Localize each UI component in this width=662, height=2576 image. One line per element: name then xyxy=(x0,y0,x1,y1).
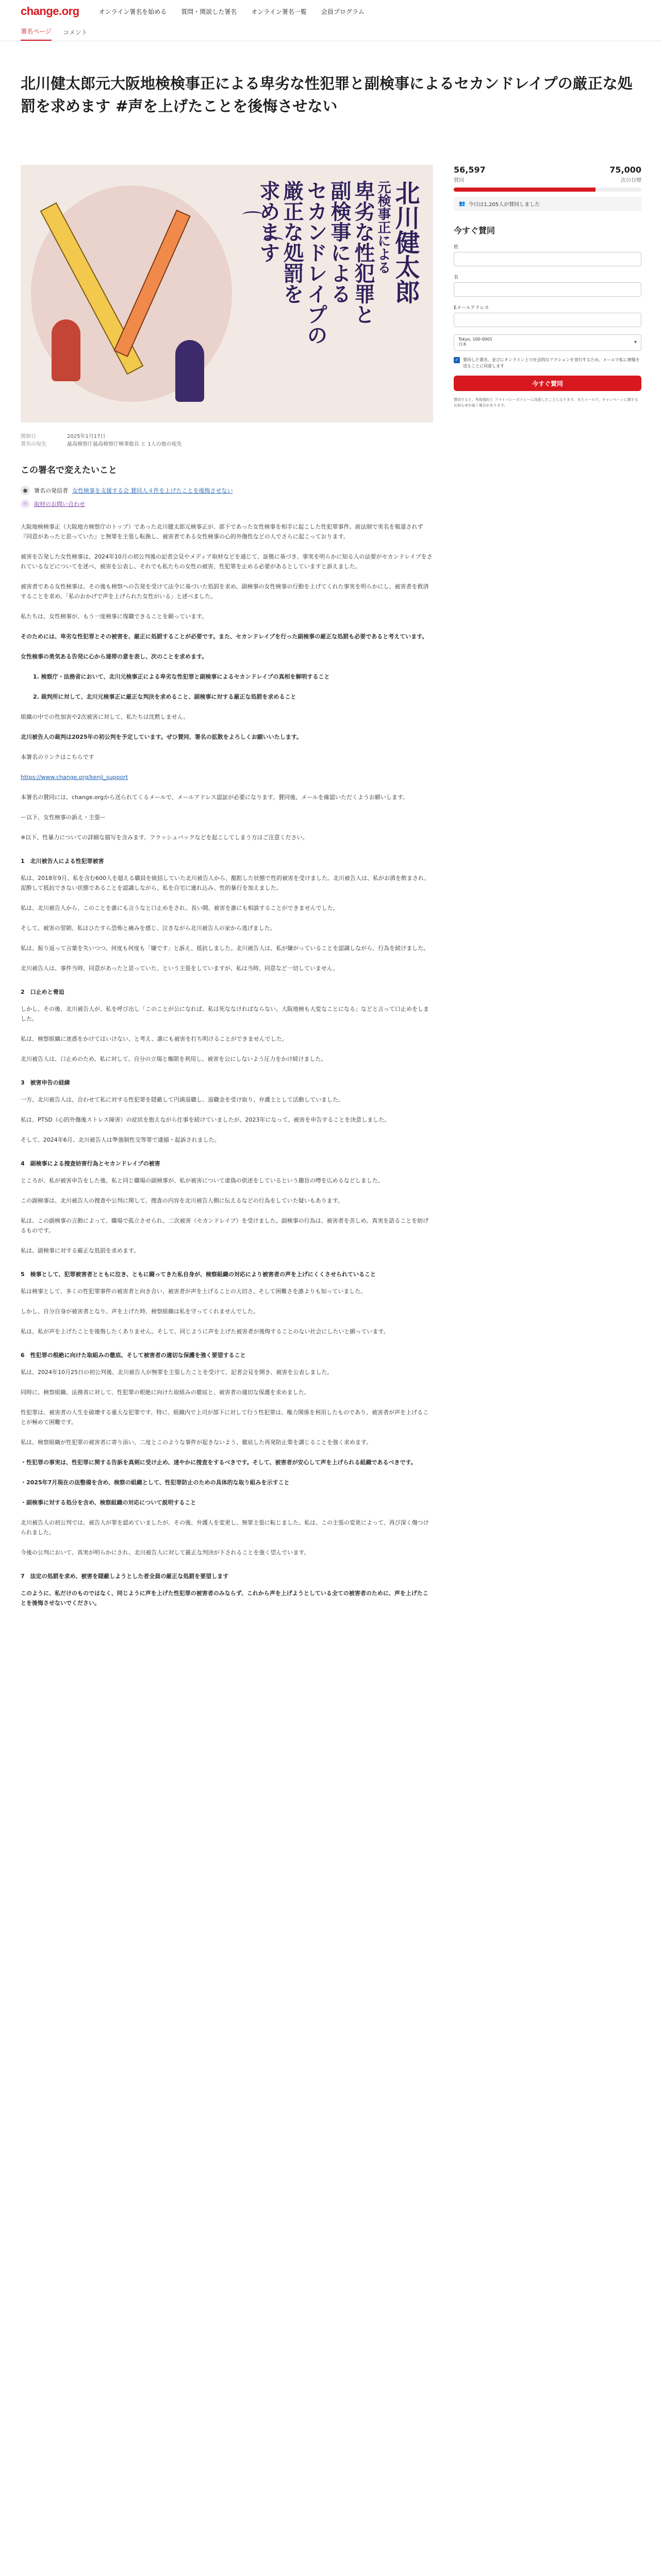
hero-text-line: 卑劣な性犯罪と xyxy=(351,180,375,325)
starter-row xyxy=(21,486,433,495)
petition-meta xyxy=(21,432,433,447)
last-name-label: 名 xyxy=(454,275,459,280)
person-illustration xyxy=(175,340,204,402)
progress-fill xyxy=(454,188,595,192)
top-nav xyxy=(0,0,662,23)
recipient-value[interactable]: 最高検察庁最高検察庁検事総長 と 1人の他の宛先 xyxy=(67,442,182,447)
body-paragraph: 2. 裁判所に対して、北川元検事正に厳正な判決を求めること、副検事に対する厳正な処罰を求めること xyxy=(33,693,296,700)
hero-text-line: セカンドレイプの xyxy=(304,180,328,345)
chevron-down-icon: ▾ xyxy=(634,340,637,345)
body-paragraph: ※以下、性暴力についての詳細な描写を含みます。フラッシュバックなどを起こしてしまう方はご注意ください。 xyxy=(21,834,308,841)
signature-count: 56,597 xyxy=(454,165,486,175)
hero-vertical-text xyxy=(258,180,418,407)
location-select[interactable] xyxy=(454,334,641,351)
recent-signers-text: 今日は1,205人が賛同しました xyxy=(468,202,540,208)
body-paragraph: 私は、この副検事の言動によって、職場で孤立させられ、二次被害（セカンドレイプ）を受けました。副検事の行為は、被害者を苦しめ、真実を語ることを妨げるものです。 xyxy=(21,1217,429,1234)
body-paragraph: しかし、自分自身が被害者となり、声を上げた時、検察組織は私を守ってくれませんでした。 xyxy=(21,1308,259,1315)
body-paragraph: この副検事は、北川被告人の捜査や公判に関して、捜査の内容を北川被告人側に伝えるなどの行為をしていた疑いもあります。 xyxy=(21,1197,343,1204)
body-paragraph: 同時に、検察組織、法務省に対して、性犯罪の根絶に向けた取組みの徹底と、被害者の適切な保護を求めました。 xyxy=(21,1389,310,1396)
petition-content xyxy=(21,165,433,1618)
last-name-field[interactable] xyxy=(454,282,641,297)
body-paragraph: ところが、私が被害申告をした後、私と同じ職場の副検事が、私が被害について虚偽の供述をしているという趣旨の噂を広めるなどしました。 xyxy=(21,1177,384,1184)
email-field[interactable] xyxy=(454,313,641,327)
body-paragraph: ・副検事に対する処分を含め、検察組織の対応について説明すること xyxy=(21,1499,196,1506)
consent-row xyxy=(454,357,641,369)
body-paragraph: 今後の公判において、真実が明らかにされ、北川被告人に対して厳正な判決が下されることを強く望んでいます。 xyxy=(21,1549,310,1556)
body-paragraph: 私は、検察組織に迷惑をかけてはいけない、と考え、誰にも被害を打ち明けることができませんでした。 xyxy=(21,1036,288,1042)
people-icon: 👥 xyxy=(459,201,466,207)
started-label: 開始日 xyxy=(21,434,36,439)
location-line1: Tokyo, 100-0001 xyxy=(458,337,492,342)
body-paragraph: 本署名の賛同には、change.orgから送られてくるメールで、メールアドレス認証が必要になります。賛同後、メールを確認いただくようお願いします。 xyxy=(21,794,409,801)
body-paragraph: 私は、振り返って言葉を失いつつ、何度も何度も「嫌です」と訴え、抵抗しました。北川被告人は、私が嫌がっていることを認識しながら、行為を続けました。 xyxy=(21,945,429,952)
started-date: 2025年1月17日 xyxy=(67,434,106,439)
first-name-field[interactable] xyxy=(454,252,641,266)
hero-text-line: 求めます xyxy=(256,180,280,263)
signature-goal: 75,000 xyxy=(609,165,641,175)
body-paragraph: 組織の中での性加害や2次被害に対して、私たちは沈黙しません。 xyxy=(21,714,189,720)
body-paragraph: 私は、北川被告人から、このことを誰にも言うなと口止めをされ、長い間、被害を誰にも相談することができませんでした。 xyxy=(21,905,339,911)
nav-my-petitions[interactable]: 質問・関説した署名 xyxy=(181,8,237,15)
body-paragraph: 女性検事の勇気ある告発に心から連帯の意を表し、次のことを求めます。 xyxy=(21,653,208,660)
body-link-paragraph xyxy=(21,772,433,782)
info-icon: ☉ xyxy=(21,499,30,509)
first-name-label: 姓 xyxy=(454,245,459,250)
hero-text-line: 厳正な処罰を xyxy=(280,180,304,304)
recent-signers xyxy=(454,197,641,211)
sign-button[interactable]: 今すぐ賛同 xyxy=(454,376,641,391)
signature-progress-bar xyxy=(454,188,641,192)
hero-text-line: 元検事正による xyxy=(375,180,391,274)
body-paragraph: 被害者である女性検事は、その後も検察への告発を受けて法令に基づいた処罰を求め、副検事の女性検事の行動を上げてくれた事実を明らかにし、被害者を救済することを求め、「私のおかげで声を上げられた女性がいる」と述べました。 xyxy=(21,583,429,600)
nav-start-petition[interactable]: オンライン署名を始める xyxy=(98,8,167,15)
user-icon: ● xyxy=(21,486,30,495)
hero-text-line: 北川健太郎 xyxy=(391,180,420,304)
body-subheading: 1 北川被告人による性犯罪被害 xyxy=(21,858,104,865)
consent-checkbox[interactable]: ✓ xyxy=(454,357,460,363)
body-paragraph: 私は、検察組織が性犯罪の被害者に寄り添い、二度とこのような事件が起きないよう、徹底した再発防止策を講じることを強く求めます。 xyxy=(21,1439,372,1446)
nav-browse[interactable]: オンライン署名一覧 xyxy=(251,8,307,15)
body-paragraph: 私は、2018年9月、私を含む600人を超える職員を統括していた北川被告人から、酩酊した状態で性的被害を受けました。北川被告人は、私がお酒を飲まされ、泥酔して抵抗できない状態であることを認識しながら、私を自宅に連れ込み、性的暴行を加えました。 xyxy=(21,875,430,891)
signature-count-labels xyxy=(454,176,641,183)
body-paragraph: そのためには、卑劣な性犯罪とその被害を、厳正に処罰することが必要です。また、セカンドレイプを行った副検事の厳正な処罰も必要であると考えています。 xyxy=(21,633,428,640)
body-paragraph: このように、私だけのものではなく、同じように声を上げた性犯罪の被害者のみならず、これから声を上げようとしている全ての被害者のために、声を上げたことを後悔させないでください。 xyxy=(21,1590,428,1606)
body-subheading: 7 法定の処罰を求め、被害を隠蔽しようとした者全員の厳正な処罰を要望します xyxy=(21,1573,229,1580)
starter-prefix: 署名の発信者 xyxy=(34,487,68,494)
body-paragraph: ・性犯罪の事実は、性犯罪に関する告訴を真剣に受け止め、速やかに捜査をするべきです。そして、被害者が安心して声を上げられる組織であるべきです。 xyxy=(21,1459,417,1466)
petition-link[interactable]: https://www.change.org/kenji_support xyxy=(21,774,128,781)
body-paragraph: 北川被告人は、口止めのため、私に対して、自分の立場と権限を利用し、被害を公にしないよう圧力をかけ続けました。 xyxy=(21,1056,327,1062)
sign-panel xyxy=(454,165,641,1618)
body-paragraph: 被害を告発した女性検事は、2024年10月の初公判後の記者会見やメディア取材などを通じて、証拠に基づき、事実を明らかに知る人の法要がセカンドレイプをされているなどについてを述べ、被害を公表し、それでも私たちの女性の被害、性犯罪を止める必要があるとしていますと訴えました。 xyxy=(21,553,433,570)
change-org-logo[interactable]: change.org xyxy=(21,5,79,18)
body-paragraph: 北川被告人の裁判は2025年の初公判を予定しています。ぜひ賛同、署名の拡散をよろしくお願いいたします。 xyxy=(21,734,302,740)
count-label: 賛同 xyxy=(454,178,464,183)
body-subheading: 6 性犯罪の根絶に向けた取組みの徹底、そして被害者の適切な保護を強く要望すること xyxy=(21,1352,246,1359)
signature-counts xyxy=(454,165,641,175)
hero-text-line: 副検事による xyxy=(327,180,352,304)
fine-print: 賛同すると、利用規約と プライバシーポリシーに同意したことになります。またメールで、キャンペーンに関するお知らせが届く場合があります。 xyxy=(454,398,638,408)
body-paragraph: 北川被告人は、事件当時、同意があったと思っていた、という主張をしていますが、私は当時、同意など一切していません。 xyxy=(21,965,339,972)
body-subheading: 3 被害申告の経緯 xyxy=(21,1079,70,1086)
body-paragraph: 本署名のリンクはこちらです xyxy=(21,754,94,760)
body-subheading: 5 検事として、犯罪被害者とともに泣き、ともに闘ってきた私自身が、検察組織の対応により被害者の声を上げにくくさせられていること xyxy=(21,1271,376,1278)
body-paragraph: 私は、PTSD（心的外傷後ストレス障害）の症状を抱えながら仕事を続けていましたが、2023年になって、被害を申告することを決意しました。 xyxy=(21,1116,390,1123)
body-paragraph: 大阪地検検事正（大阪地方検察庁のトップ）であった北川健太郎元検事正が、部下であった女性検事を相手に起こした性犯罪事件。前法制で実名を報道されず『同意があったと思っていた』と無罪を主張し転換し、被害者である女性検事の心的外傷性などの人でさらに起こっております。 xyxy=(21,523,423,540)
location-line2: 日本 xyxy=(458,342,467,347)
body-paragraph: 1. 検察庁・法務省において、北川元検事正による卑劣な性犯罪と副検事によるセカンドレイプの真相を解明すること xyxy=(33,673,330,680)
email-label: Eメールアドレス xyxy=(454,306,489,311)
petition-body xyxy=(21,522,433,1608)
person-illustration xyxy=(52,319,80,381)
body-subheading: 2 口止めと脅迫 xyxy=(21,989,64,995)
media-inquiry-link[interactable]: 取材のお問い合わせ xyxy=(34,501,85,507)
consent-text: 賛同した署名、並びにオンライン上で社会的なアクションを実行するため、メールで私に情報を送ることに同意します xyxy=(463,358,640,368)
recipient-label: 署名の宛先 xyxy=(21,442,46,447)
issue-row xyxy=(21,499,433,509)
body-paragraph: 私は、2024年10月25日の初公判後、北川被告人が無罪を主張したことを受けて、記者会見を開き、被害を公表しました。 xyxy=(21,1369,333,1376)
page-tabs xyxy=(0,23,662,41)
petition-title: 北川健太郎元大阪地検検事正による卑劣な性犯罪と副検事によるセカンドレイプの厳正な処罰を求めます #声を上げたことを後悔させない xyxy=(21,75,633,115)
body-paragraph: 私は検事として、多くの性犯罪事件の被害者と向き合い、被害者が声を上げることの大切さ、そして困難さを誰よりも知っていました。 xyxy=(21,1288,367,1295)
body-paragraph: 私は、私が声を上げたことを後悔したくありません。そして、同じように声を上げた被害者が後悔することのない社会にしたいと願っています。 xyxy=(21,1328,389,1335)
hero-image xyxy=(21,165,433,422)
body-paragraph: 私たちは、女性検事が、もう一度検事に復職できることを願っています。 xyxy=(21,613,208,620)
section-heading: この署名で変えたいこと xyxy=(21,465,117,476)
body-paragraph: 北川被告人の初公判では、被告人が罪を認めていましたが、その後、弁護人を変更し、無罪主張に転じました。私は、この主張の変更によって、再び深く傷つけられました。 xyxy=(21,1519,429,1536)
body-subheading: 4 副検事による捜査妨害行為とセカンドレイプの被害 xyxy=(21,1160,160,1167)
body-paragraph: そして、2024年6月、北川被告人は準強制性交等罪で逮捕・起訴されました。 xyxy=(21,1137,220,1143)
body-paragraph: ー以下、女性検事の訴え・主張ー xyxy=(21,814,106,821)
tab-comments[interactable]: コメント xyxy=(62,29,88,36)
starter-link[interactable]: 女性検事を支援する会 賛同人４件を上げたことを後悔させない xyxy=(72,487,233,494)
body-paragraph: しかし、その後、北川被告人が、私を呼び出し「このことが公になれば、私は死ななければならない。大阪地検も大変なことになる」などと言って口止めをしました。 xyxy=(21,1006,429,1022)
body-paragraph: 私は、副検事に対する厳正な処罰を求めます。 xyxy=(21,1247,140,1254)
body-paragraph: 一方、北川被告人は、合わせて私に対する性犯罪を隠蔽して円満退職し、退職金を受け取り、弁護士として活動していました。 xyxy=(21,1096,344,1103)
nav-membership[interactable]: 会員プログラム xyxy=(321,8,365,15)
goal-label: 次の目標 xyxy=(621,178,641,183)
tab-petition[interactable]: 署名ページ xyxy=(21,27,52,41)
body-paragraph: 性犯罪は、被害者の人生を破壊する重大な犯罪です。特に、組織内で上司が部下に対して行う性犯罪は、権力関係を利用したものであり、被害者が声を上げることが極めて困難です。 xyxy=(21,1409,429,1426)
sign-heading: 今すぐ賛同 xyxy=(454,226,495,235)
body-paragraph: そして、被害の翌朝、私はひたすら恐怖と痛みを感じ、泣きながら北川被告人の家から逃げました。 xyxy=(21,925,276,931)
body-paragraph: ・2025年7月現在の法整備を含め、検察の組織として、性犯罪防止のための具体的な取り組みを示すこと xyxy=(21,1479,290,1486)
